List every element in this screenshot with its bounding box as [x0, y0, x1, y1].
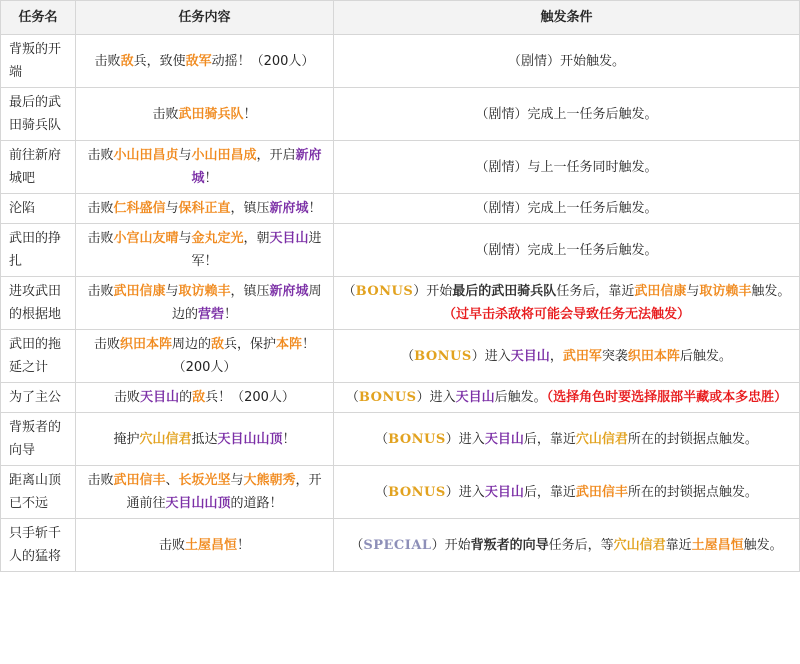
text-segment: ！ — [282, 431, 296, 447]
mission-name-cell: 沦陷 — [1, 194, 76, 224]
trigger-condition-cell — [334, 141, 800, 194]
highlighted-text: 小山田昌成 — [191, 148, 257, 163]
highlighted-text: 敌 — [210, 337, 224, 352]
highlighted-text: 天目山 — [484, 484, 524, 500]
text-segment: 与 — [165, 201, 179, 216]
highlighted-text: 天目山 — [484, 431, 524, 447]
table-row — [1, 141, 800, 194]
mission-content-cell — [76, 330, 334, 383]
mission-content-cell — [76, 194, 334, 224]
mission-name-cell: 只手斩千人的猛将 — [1, 519, 76, 572]
text-segment: ！ — [308, 201, 322, 216]
text-segment: 的 — [179, 390, 193, 405]
text-segment: （ — [375, 431, 389, 447]
highlighted-text: 天目山 — [269, 231, 309, 246]
trigger-condition-cell — [334, 35, 800, 88]
table-row — [1, 330, 800, 383]
text-segment: ！ — [243, 106, 257, 122]
highlighted-text: 武田军 — [562, 348, 602, 364]
text-segment: ）进入 — [416, 390, 456, 405]
mission-content-cell — [76, 413, 334, 466]
mission-content-cell — [76, 224, 334, 277]
mission-name-cell: 距离山顶已不远 — [1, 466, 76, 519]
mission-name-cell: 背叛者的向导 — [1, 413, 76, 466]
table-row — [1, 88, 800, 141]
trigger-condition-cell — [334, 224, 800, 277]
text-segment: ！ — [204, 171, 218, 186]
trigger-condition-cell — [334, 383, 800, 413]
text-segment: （剧情）完成上一任务后触发。 — [475, 106, 658, 122]
mission-content-cell — [76, 383, 334, 413]
text-segment: 任务后，靠近 — [556, 284, 635, 299]
text-segment: 击败 — [87, 284, 114, 299]
highlighted-text: （过早击杀敌将可能会导致任务无法触发） — [442, 307, 690, 322]
text-segment: 后，靠近 — [523, 431, 576, 447]
text-segment: 所在的封锁据点触发。 — [627, 484, 758, 500]
mission-content-cell — [76, 141, 334, 194]
table-row — [1, 277, 800, 330]
trigger-condition-cell — [334, 413, 800, 466]
trigger-condition-cell — [334, 330, 800, 383]
highlighted-text: 敌 — [192, 390, 206, 405]
text-segment: （ — [350, 537, 364, 553]
text-segment: 击败 — [87, 148, 114, 163]
highlighted-text: 土屋昌恒 — [691, 537, 744, 553]
table-row — [1, 224, 800, 277]
text-segment: ）开始 — [413, 284, 453, 299]
highlighted-text: 本阵 — [276, 337, 303, 352]
highlighted-text: 新府城 — [269, 284, 309, 299]
header-row — [1, 1, 800, 35]
mission-name-cell: 进攻武田的根据地 — [1, 277, 76, 330]
text-segment: 靠近 — [665, 537, 692, 553]
text-segment: 兵！（200人） — [205, 390, 295, 405]
text-segment: 后，靠近 — [523, 484, 576, 500]
text-segment: ！ — [224, 307, 238, 322]
mission-table-body — [1, 35, 800, 572]
trigger-condition-cell — [334, 88, 800, 141]
header-mission-content: 任务内容 — [76, 1, 334, 35]
highlighted-text: （选择角色时要选择服部半藏或本多忠胜） — [546, 390, 788, 405]
text-segment: ！ — [237, 537, 251, 553]
mission-content-cell — [76, 88, 334, 141]
text-segment: 抵达 — [191, 431, 218, 447]
highlighted-text: 敌 — [120, 53, 134, 69]
text-segment: 击败 — [87, 201, 114, 216]
text-segment: 击败 — [114, 390, 141, 405]
text-segment: 突袭 — [601, 348, 628, 364]
trigger-condition-cell — [334, 466, 800, 519]
mission-name-cell: 前往新府城吧 — [1, 141, 76, 194]
text-segment: （ — [401, 348, 415, 364]
text-segment: （ — [345, 390, 359, 405]
highlighted-text: 仁科盛信 — [113, 201, 166, 216]
mission-name-cell: 武田的挣扎 — [1, 224, 76, 277]
text-segment: ，朝 — [243, 231, 270, 246]
highlighted-text: BONUS — [414, 348, 472, 364]
highlighted-text: 穴山信君 — [139, 431, 192, 447]
text-segment: ）进入 — [445, 484, 485, 500]
highlighted-text: 天目山 — [510, 348, 550, 364]
text-segment: 、 — [165, 473, 179, 488]
highlighted-text: SPECIAL — [363, 537, 432, 553]
highlighted-text: 小宫山友晴 — [113, 231, 179, 246]
text-segment: ，开启 — [256, 148, 296, 163]
highlighted-text: 敌军 — [185, 53, 212, 69]
table-row — [1, 35, 800, 88]
text-segment: 触发。 — [751, 284, 791, 299]
highlighted-text: 新府城 — [191, 148, 322, 186]
text-segment: 触发。 — [743, 537, 783, 553]
highlighted-text: 最后的武田骑兵队 — [452, 284, 557, 299]
text-segment: ）开始 — [431, 537, 471, 553]
text-segment: 动摇！（200人） — [211, 53, 315, 69]
table-row — [1, 194, 800, 224]
text-segment: 后触发。 — [494, 390, 547, 405]
text-segment: 周边的 — [171, 284, 322, 322]
text-segment: 的道路！ — [230, 496, 283, 511]
text-segment: 与 — [178, 148, 192, 163]
table-row — [1, 383, 800, 413]
highlighted-text: 穴山信君 — [613, 537, 666, 553]
mission-name-cell: 背叛的开端 — [1, 35, 76, 88]
highlighted-text: 土屋昌恒 — [184, 537, 237, 553]
table-row — [1, 413, 800, 466]
text-segment: 与 — [165, 284, 179, 299]
text-segment: ，镇压 — [230, 201, 270, 216]
text-segment: ）进入 — [445, 431, 485, 447]
text-segment: （剧情）完成上一任务后触发。 — [475, 242, 658, 258]
highlighted-text: BONUS — [358, 390, 417, 405]
highlighted-text: 武田骑兵队 — [178, 106, 244, 122]
text-segment: （ — [375, 484, 389, 500]
table-row — [1, 466, 800, 519]
mission-content-cell — [76, 466, 334, 519]
highlighted-text: 取访赖丰 — [178, 284, 231, 299]
text-segment: 与 — [178, 231, 192, 246]
text-segment: 击败 — [93, 337, 120, 352]
highlighted-text: BONUS — [388, 431, 446, 447]
trigger-condition-cell — [334, 519, 800, 572]
highlighted-text: 武田信康 — [113, 284, 166, 299]
highlighted-text: 武田信丰 — [113, 473, 166, 488]
text-segment: （剧情）与上一任务同时触发。 — [475, 159, 658, 175]
text-segment: ！（200人） — [172, 337, 316, 375]
text-segment: 击败 — [152, 106, 179, 122]
trigger-condition-cell — [334, 277, 800, 330]
text-segment: （ — [342, 284, 356, 299]
text-segment: 进军！ — [191, 231, 322, 269]
highlighted-text: 织田本阵 — [627, 348, 680, 364]
highlighted-text: 新府城 — [269, 201, 309, 216]
header-trigger-condition: 触发条件 — [334, 1, 800, 35]
highlighted-text: 天目山山顶 — [217, 431, 283, 447]
highlighted-text: 天目山 — [455, 390, 495, 405]
text-segment: （剧情）完成上一任务后触发。 — [475, 201, 658, 216]
highlighted-text: 天目山 — [140, 390, 180, 405]
highlighted-text: BONUS — [355, 284, 414, 299]
highlighted-text: 小山田昌贞 — [113, 148, 179, 163]
text-segment: ，镇压 — [230, 284, 270, 299]
highlighted-text: 武田信丰 — [575, 484, 628, 500]
highlighted-text: 天目山山顶 — [165, 496, 231, 511]
trigger-condition-cell — [334, 194, 800, 224]
highlighted-text: BONUS — [388, 484, 446, 500]
text-segment: 所在的封锁据点触发。 — [627, 431, 758, 447]
mission-name-cell: 武田的拖延之计 — [1, 330, 76, 383]
highlighted-text: 营砦 — [197, 307, 224, 322]
text-segment: ， — [549, 348, 563, 364]
highlighted-text: 大熊朝秀 — [243, 473, 296, 488]
text-segment: 击败 — [158, 537, 185, 553]
mission-content-cell — [76, 277, 334, 330]
highlighted-text: 长坂光坚 — [178, 473, 231, 488]
text-segment: 后触发。 — [679, 348, 732, 364]
text-segment: （剧情）开始触发。 — [507, 53, 625, 69]
text-segment: 兵，保护 — [224, 337, 277, 352]
highlighted-text: 取访赖丰 — [699, 284, 752, 299]
highlighted-text: 织田本阵 — [119, 337, 172, 352]
text-segment: 掩护 — [113, 431, 140, 447]
mission-content-cell — [76, 519, 334, 572]
header-mission-name: 任务名 — [1, 1, 76, 35]
text-segment: 与 — [230, 473, 244, 488]
highlighted-text: 武田信康 — [634, 284, 687, 299]
text-segment: 击败 — [87, 473, 114, 488]
highlighted-text: 保科正直 — [178, 201, 231, 216]
table-row — [1, 519, 800, 572]
highlighted-text: 穴山信君 — [575, 431, 628, 447]
text-segment: 任务后，等 — [548, 537, 614, 553]
highlighted-text: 金丸定光 — [191, 231, 244, 246]
text-segment: ，开通前往 — [126, 473, 322, 511]
mission-name-cell: 最后的武田骑兵队 — [1, 88, 76, 141]
mission-content-cell — [76, 35, 334, 88]
text-segment: 击败 — [94, 53, 121, 69]
text-segment: 兵，致使 — [133, 53, 186, 69]
mission-name-cell: 为了主公 — [1, 383, 76, 413]
text-segment: 击败 — [87, 231, 114, 246]
text-segment: 与 — [686, 284, 700, 299]
highlighted-text: 背叛者的向导 — [470, 537, 549, 553]
text-segment: 周边的 — [171, 337, 211, 352]
text-segment: ）进入 — [471, 348, 511, 364]
